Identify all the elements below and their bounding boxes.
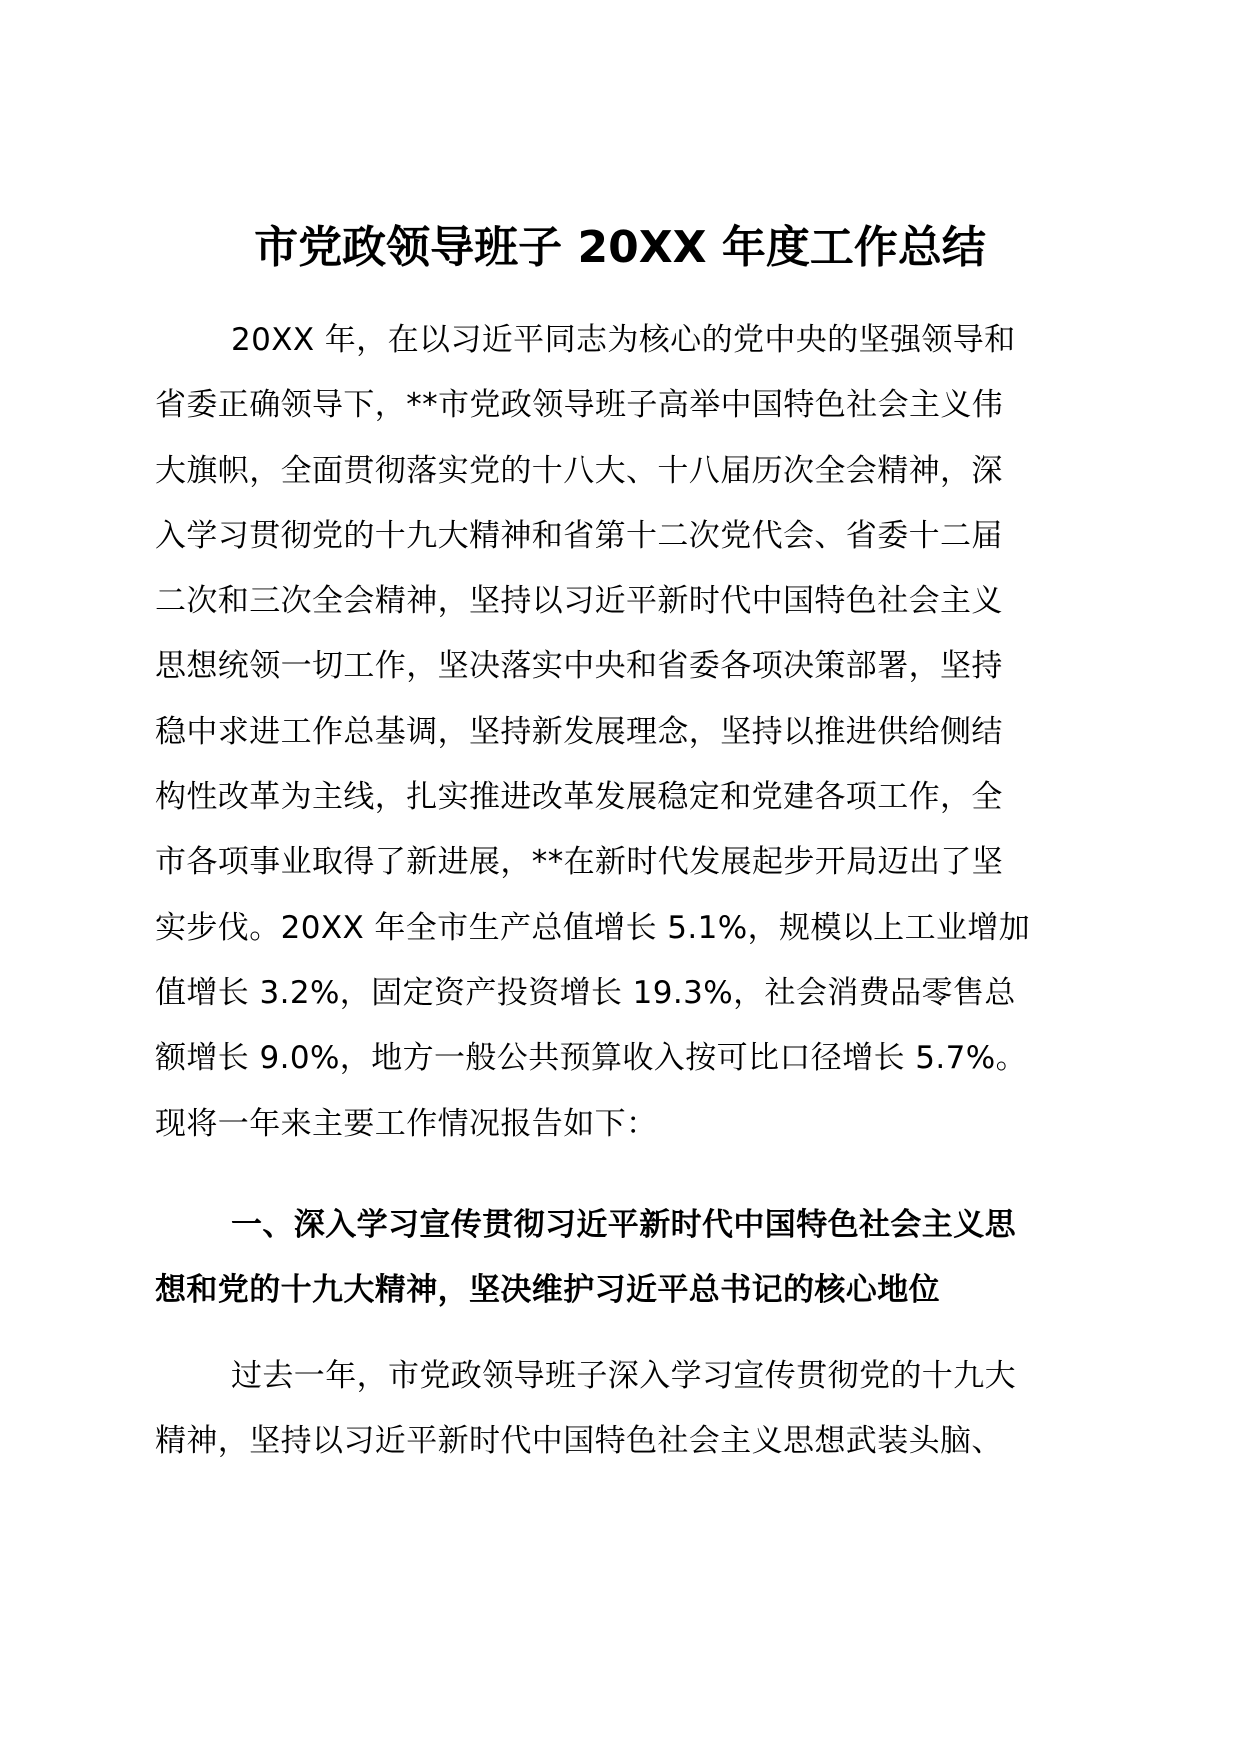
- heading-line: 想和党的十九大精神，坚决维护习近平总书记的核心地位: [155, 1272, 940, 1309]
- paragraph-line: 思想统领一切工作，坚决落实中央和省委各项决策部署，坚持: [155, 648, 1003, 685]
- section-body-paragraph: [155, 1344, 1095, 1475]
- paragraph-line: 过去一年，市党政领导班子深入学习宣传贯彻党的十九大: [231, 1358, 1016, 1394]
- paragraph-line: 额增长 9.0%，地方一般公共预算收入按可比口径增长 5.7%。: [155, 1040, 1028, 1077]
- intro-paragraph: [155, 308, 1095, 1157]
- heading-line: 一、深入学习宣传贯彻习近平新时代中国特色社会主义思: [231, 1207, 1016, 1243]
- paragraph-line: 二次和三次全会精神，坚持以习近平新时代中国特色社会主义: [155, 583, 1003, 620]
- section-heading: [155, 1193, 1095, 1324]
- paragraph-line: 实步伐。20XX 年全市生产总值增长 5.1%，规模以上工业增加: [155, 909, 1031, 946]
- paragraph-line: 市各项事业取得了新进展，**在新时代发展起步开局迈出了坚: [155, 844, 1004, 881]
- paragraph-line: 20XX 年，在以习近平同志为核心的党中央的坚强领导和: [231, 322, 1016, 358]
- paragraph-line: 省委正确领导下，**市党政领导班子高举中国特色社会主义伟: [155, 387, 1004, 424]
- paragraph-line: 构性改革为主线，扎实推进改革发展稳定和党建各项工作，全: [155, 779, 1003, 816]
- paragraph-line: 值增长 3.2%，固定资产投资增长 19.3%，社会消费品零售总: [155, 974, 1016, 1011]
- paragraph-line: 入学习贯彻党的十九大精神和省第十二次党代会、省委十二届: [155, 517, 1003, 554]
- paragraph-line: 精神，坚持以习近平新时代中国特色社会主义思想武装头脑、: [155, 1423, 1003, 1460]
- paragraph-line: 现将一年来主要工作情况报告如下：: [155, 1105, 658, 1142]
- document-title: 市党政领导班子 20XX 年度工作总结: [254, 222, 986, 273]
- paragraph-line: 大旗帜，全面贯彻落实党的十八大、十八届历次全会精神，深: [155, 452, 1003, 489]
- paragraph-line: 稳中求进工作总基调，坚持新发展理念，坚持以推进供给侧结: [155, 713, 1003, 750]
